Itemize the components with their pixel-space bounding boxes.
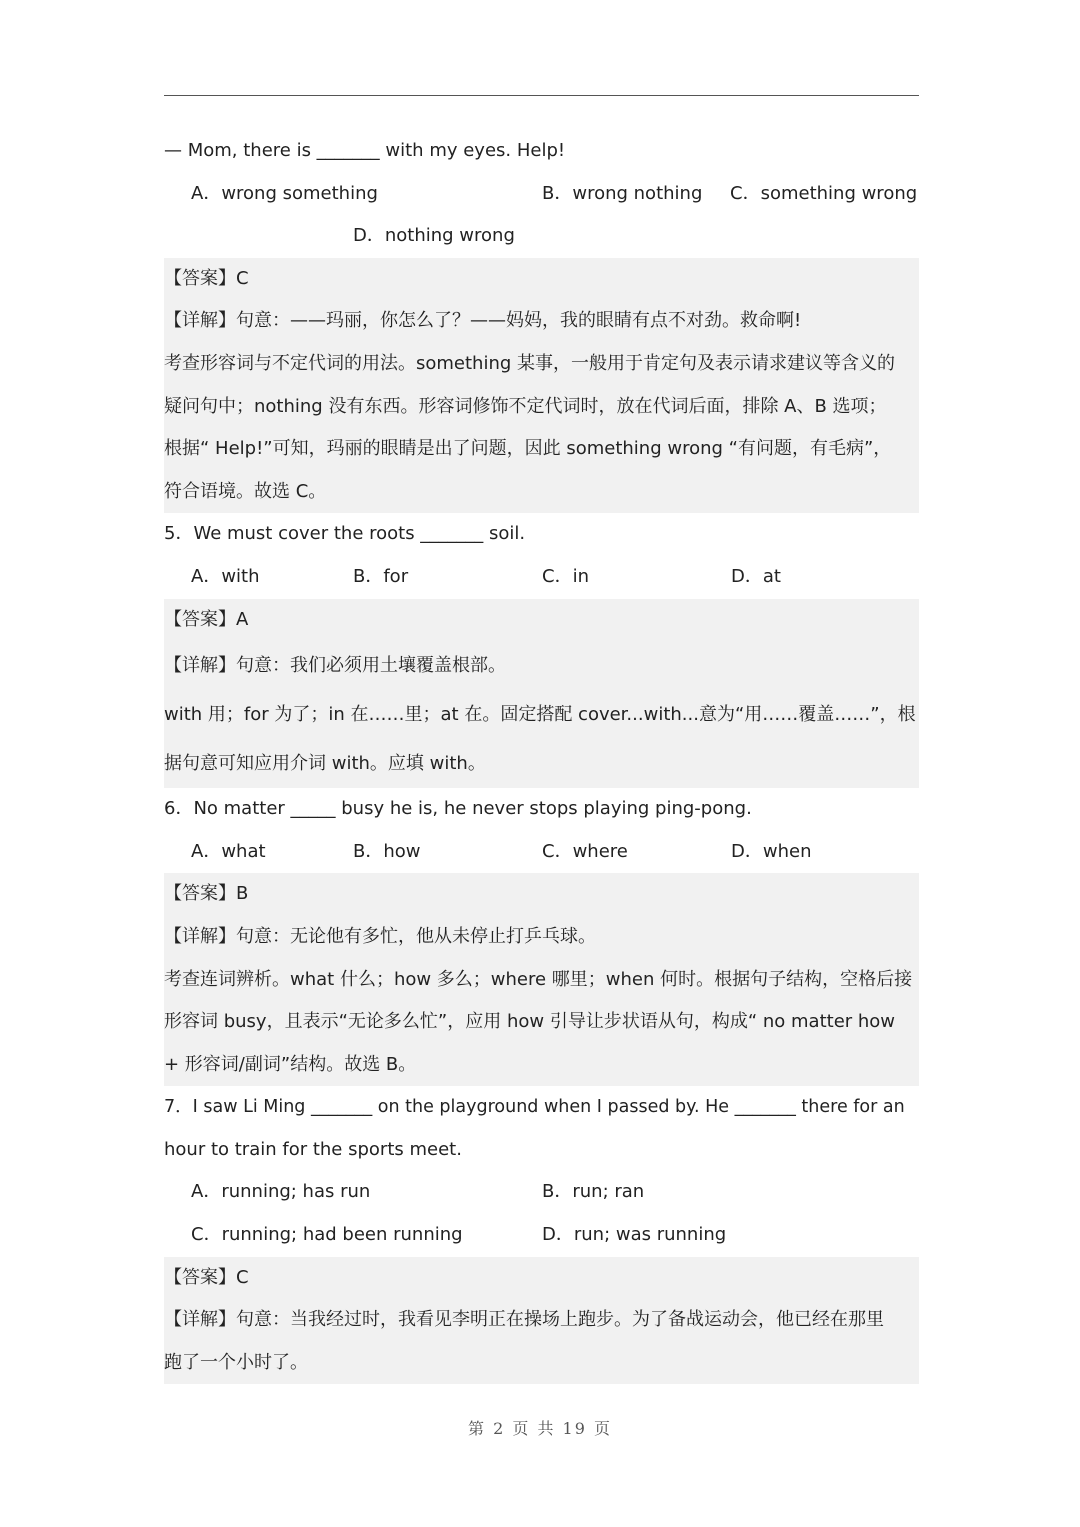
options-row: [164, 173, 919, 216]
explanation-line: + 形容词/副词”结构。故选 B。: [164, 1053, 417, 1075]
option-b: B．run; ran: [542, 1181, 645, 1203]
option-d: D．nothing wrong: [353, 225, 515, 247]
option-d: D．when: [731, 840, 812, 862]
answer-label: 【答案】A: [164, 608, 249, 630]
explanation-line: 符合语境。故选 C。: [164, 480, 327, 502]
option-a: A．wrong something: [191, 182, 378, 204]
options-row: [164, 1171, 919, 1214]
option-d: D．run; was running: [542, 1224, 727, 1246]
question-stem: — Mom, there is _______ with my eyes. Help!: [164, 140, 566, 161]
page-number-footer: 第 2 页 共 19 页: [468, 1419, 612, 1438]
options-row: [164, 556, 919, 599]
option-c: C．running; had been running: [191, 1224, 463, 1246]
question-stem: 6．No matter _____ busy he is, he never stops playing ping-pong.: [164, 798, 752, 820]
option-c: C．something wrong: [730, 182, 918, 204]
explanation-line: 【详解】句意：当我经过时，我看见李明正在操场上跑步。为了备战运动会，他已经在那里: [164, 1309, 884, 1331]
explanation-line: with 用；for 为了；in 在……里；at 在。固定搭配 cover...with...意为“用……覆盖……”，根: [164, 704, 916, 726]
question-stem-cont: hour to train for the sports meet.: [164, 1138, 462, 1160]
options-row: [164, 831, 919, 874]
answer-label: 【答案】B: [164, 883, 249, 905]
explanation-line: 考查连词辨析。what 什么；how 多么；where 哪里；when 何时。根据句子结构，空格后接: [164, 968, 913, 990]
answer-block: [164, 873, 919, 1086]
option-a: A．running; has run: [191, 1181, 371, 1203]
options-row: [164, 1214, 919, 1257]
option-b: B．for: [353, 565, 409, 587]
explanation-line: 根据“ Help!”可知，玛丽的眼睛是出了问题，因此 something wrong “有问题，有毛病”，: [164, 438, 892, 460]
explanation-line: 【详解】句意：我们必须用土壤覆盖根部。: [164, 655, 506, 677]
header-rule: [164, 95, 919, 96]
answer-label: 【答案】C: [164, 267, 249, 289]
option-c: C．in: [542, 565, 589, 587]
explanation-line: 跑了一个小时了。: [164, 1351, 308, 1373]
answer-block: [164, 599, 919, 789]
explanation-line: 【详解】句意：无论他有多忙，他从未停止打乒乓球。: [164, 925, 596, 947]
explanation-line: 据句意可知应用介词 with。应填 with。: [164, 753, 486, 775]
page-content: [164, 130, 919, 1384]
option-c: C．where: [542, 840, 628, 862]
option-b: B．how: [353, 840, 421, 862]
question-stem: 7．I saw Li Ming _______ on the playground when I passed by. He _______ there for an: [164, 1097, 905, 1118]
explanation-line: 形容词 busy，且表示“无论多么忙”，应用 how 引导让步状语从句，构成“ no matter how: [164, 1011, 896, 1033]
answer-block: [164, 1257, 919, 1385]
answer-label: 【答案】C: [164, 1266, 249, 1288]
explanation-line: 考查形容词与不定代词的用法。something 某事，一般用于肯定句及表示请求建议等含义的: [164, 352, 896, 374]
option-a: A．with: [191, 565, 260, 587]
explanation-line: 【详解】句意：——玛丽，你怎么了？——妈妈，我的眼睛有点不对劲。救命啊!: [164, 310, 802, 332]
option-a: A．what: [191, 840, 266, 862]
option-b: B．wrong nothing: [542, 182, 703, 204]
options-row: [164, 215, 919, 258]
answer-block: [164, 258, 919, 514]
question-stem: 5．We must cover the roots _______ soil.: [164, 523, 526, 545]
option-d: D．at: [731, 565, 781, 587]
explanation-line: 疑问句中；nothing 没有东西。形容词修饰不定代词时，放在代词后面，排除 A、B 选项；: [164, 395, 887, 417]
